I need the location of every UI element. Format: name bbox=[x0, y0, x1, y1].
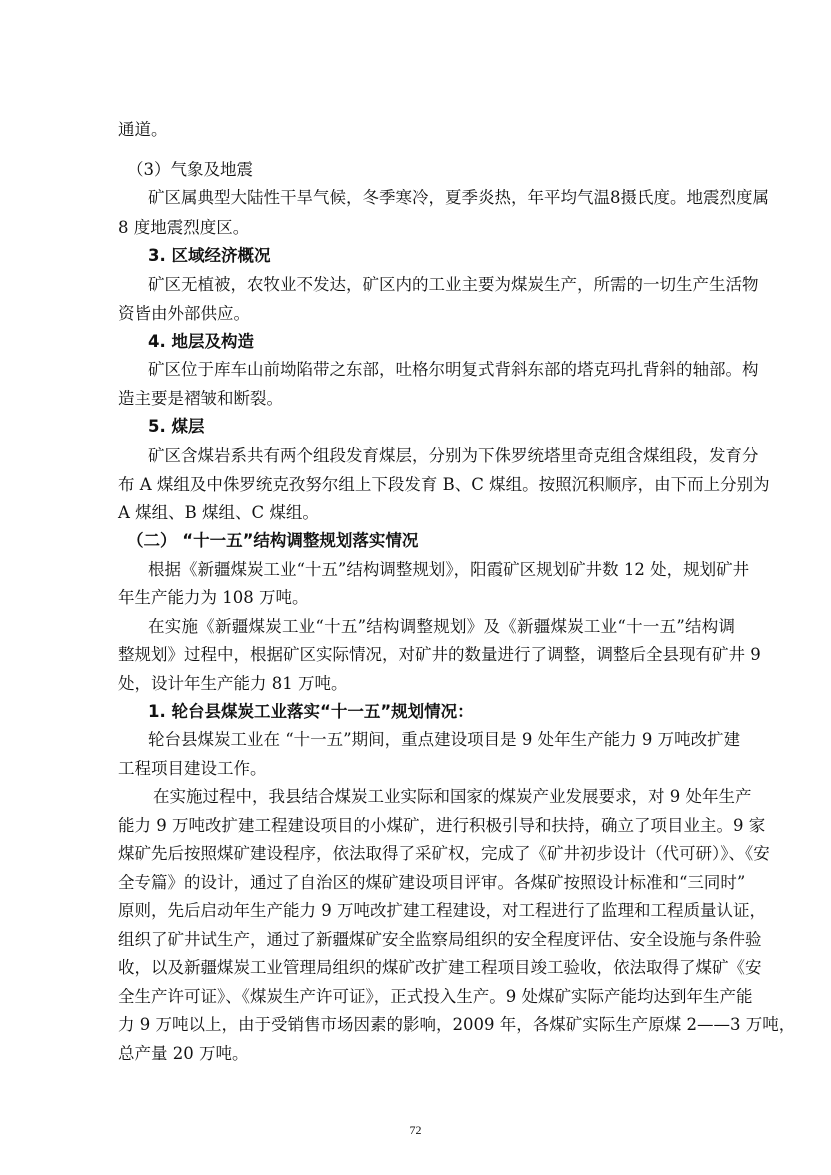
text-line: 轮台县煤炭工业在 “十一五”期间，重点建设项目是 9 处年生产能力 9 万吨改扩建 bbox=[148, 730, 741, 749]
text-line: 矿区含煤岩系共有两个组段发育煤层，分别为下侏罗统塔里奇克组含煤组段，发育分 bbox=[148, 446, 759, 465]
section-heading: （二） “十一五”结构调整规划落实情况 bbox=[127, 531, 419, 550]
text-line: 资皆由外部供应。 bbox=[118, 304, 250, 323]
text-line: 力 9 万吨以上，由于受销售市场因素的影响，2009 年，各煤矿实际生产原煤 2——3 万吨， bbox=[118, 1015, 796, 1034]
text-line: 全专篇》的设计，通过了自治区的煤矿建设项目评审。各煤矿按照设计标准和“三同时” bbox=[118, 873, 746, 892]
text-line: 处，设计年生产能力 81 万吨。 bbox=[118, 674, 348, 693]
page-number: 72 bbox=[409, 1123, 422, 1137]
text-line: 组织了矿井试生产，通过了新疆煤矿安全监察局组织的安全程度评估、安全设施与条件验 bbox=[118, 930, 762, 949]
text-line: 造主要是褶皱和断裂。 bbox=[118, 389, 283, 408]
text-line: 原则，先后启动年生产能力 9 万吨改扩建工程建设，对工程进行了监理和工程质量认证， bbox=[118, 901, 766, 920]
text-line: 在实施《新疆煤炭工业“十五”结构调整规划》及《新疆煤炭工业“十一五”结构调 bbox=[148, 617, 735, 636]
text-line: 8 度地震烈度区。 bbox=[118, 218, 250, 237]
text-line: 整规划》过程中，根据矿区实际情况，对矿井的数量进行了调整，调整后全县现有矿井 9 bbox=[118, 645, 761, 664]
text-line: 矿区属典型大陆性干旱气候，冬季寒冷，夏季炎热，年平均气温8摄氏度。地震烈度属 bbox=[148, 188, 769, 207]
text-line: 矿区无植被，农牧业不发达，矿区内的工业主要为煤炭生产，所需的一切生产生活物 bbox=[148, 275, 759, 294]
text-line: 在实施过程中，我县结合煤炭工业实际和国家的煤炭产业发展要求，对 9 处年生产 bbox=[153, 787, 752, 806]
text-line: 能力 9 万吨改扩建工程建设项目的小煤矿，进行积极引导和扶持，确立了项目业主。9 家 bbox=[118, 816, 766, 835]
text-line: 通道。 bbox=[118, 120, 168, 139]
text-line: 总产量 20 万吨。 bbox=[118, 1044, 249, 1063]
text-line: 布 A 煤组及中侏罗统克孜努尔组上下段发育 B、C 煤组。按照沉积顺序，由下而上分别为 bbox=[118, 475, 770, 494]
text-line: 收，以及新疆煤炭工业管理局组织的煤矿改扩建工程项目竣工验收，依法取得了煤矿《安 bbox=[118, 958, 762, 977]
text-line: 煤矿先后按照煤矿建设程序，依法取得了采矿权，完成了《矿井初步设计（代可研）》、《安 bbox=[118, 844, 770, 863]
text-line: 矿区位于库车山前坳陷带之东部，吐格尔明复式背斜东部的塔克玛扎背斜的轴部。构 bbox=[148, 360, 759, 379]
text-line: 年生产能力为 108 万吨。 bbox=[118, 588, 309, 607]
section-heading: 5. 煤层 bbox=[148, 417, 205, 436]
section-heading: 1. 轮台县煤炭工业落实“十一五”规划情况： bbox=[148, 702, 474, 721]
section-heading: 3. 区域经济概况 bbox=[148, 246, 271, 265]
text-line: 工程项目建设工作。 bbox=[118, 759, 267, 778]
text-line: （3）气象及地震 bbox=[127, 160, 253, 179]
text-line: 全生产许可证》、《煤炭生产许可证》，正式投入生产。9 处煤矿实际产能均达到年生产能 bbox=[118, 987, 753, 1006]
text-line: A 煤组、B 煤组、C 煤组。 bbox=[118, 503, 319, 522]
text-line: 根据《新疆煤炭工业“十五”结构调整规划》，阳霞矿区规划矿井数 12 处，规划矿井 bbox=[148, 560, 750, 579]
section-heading: 4. 地层及构造 bbox=[148, 332, 254, 351]
